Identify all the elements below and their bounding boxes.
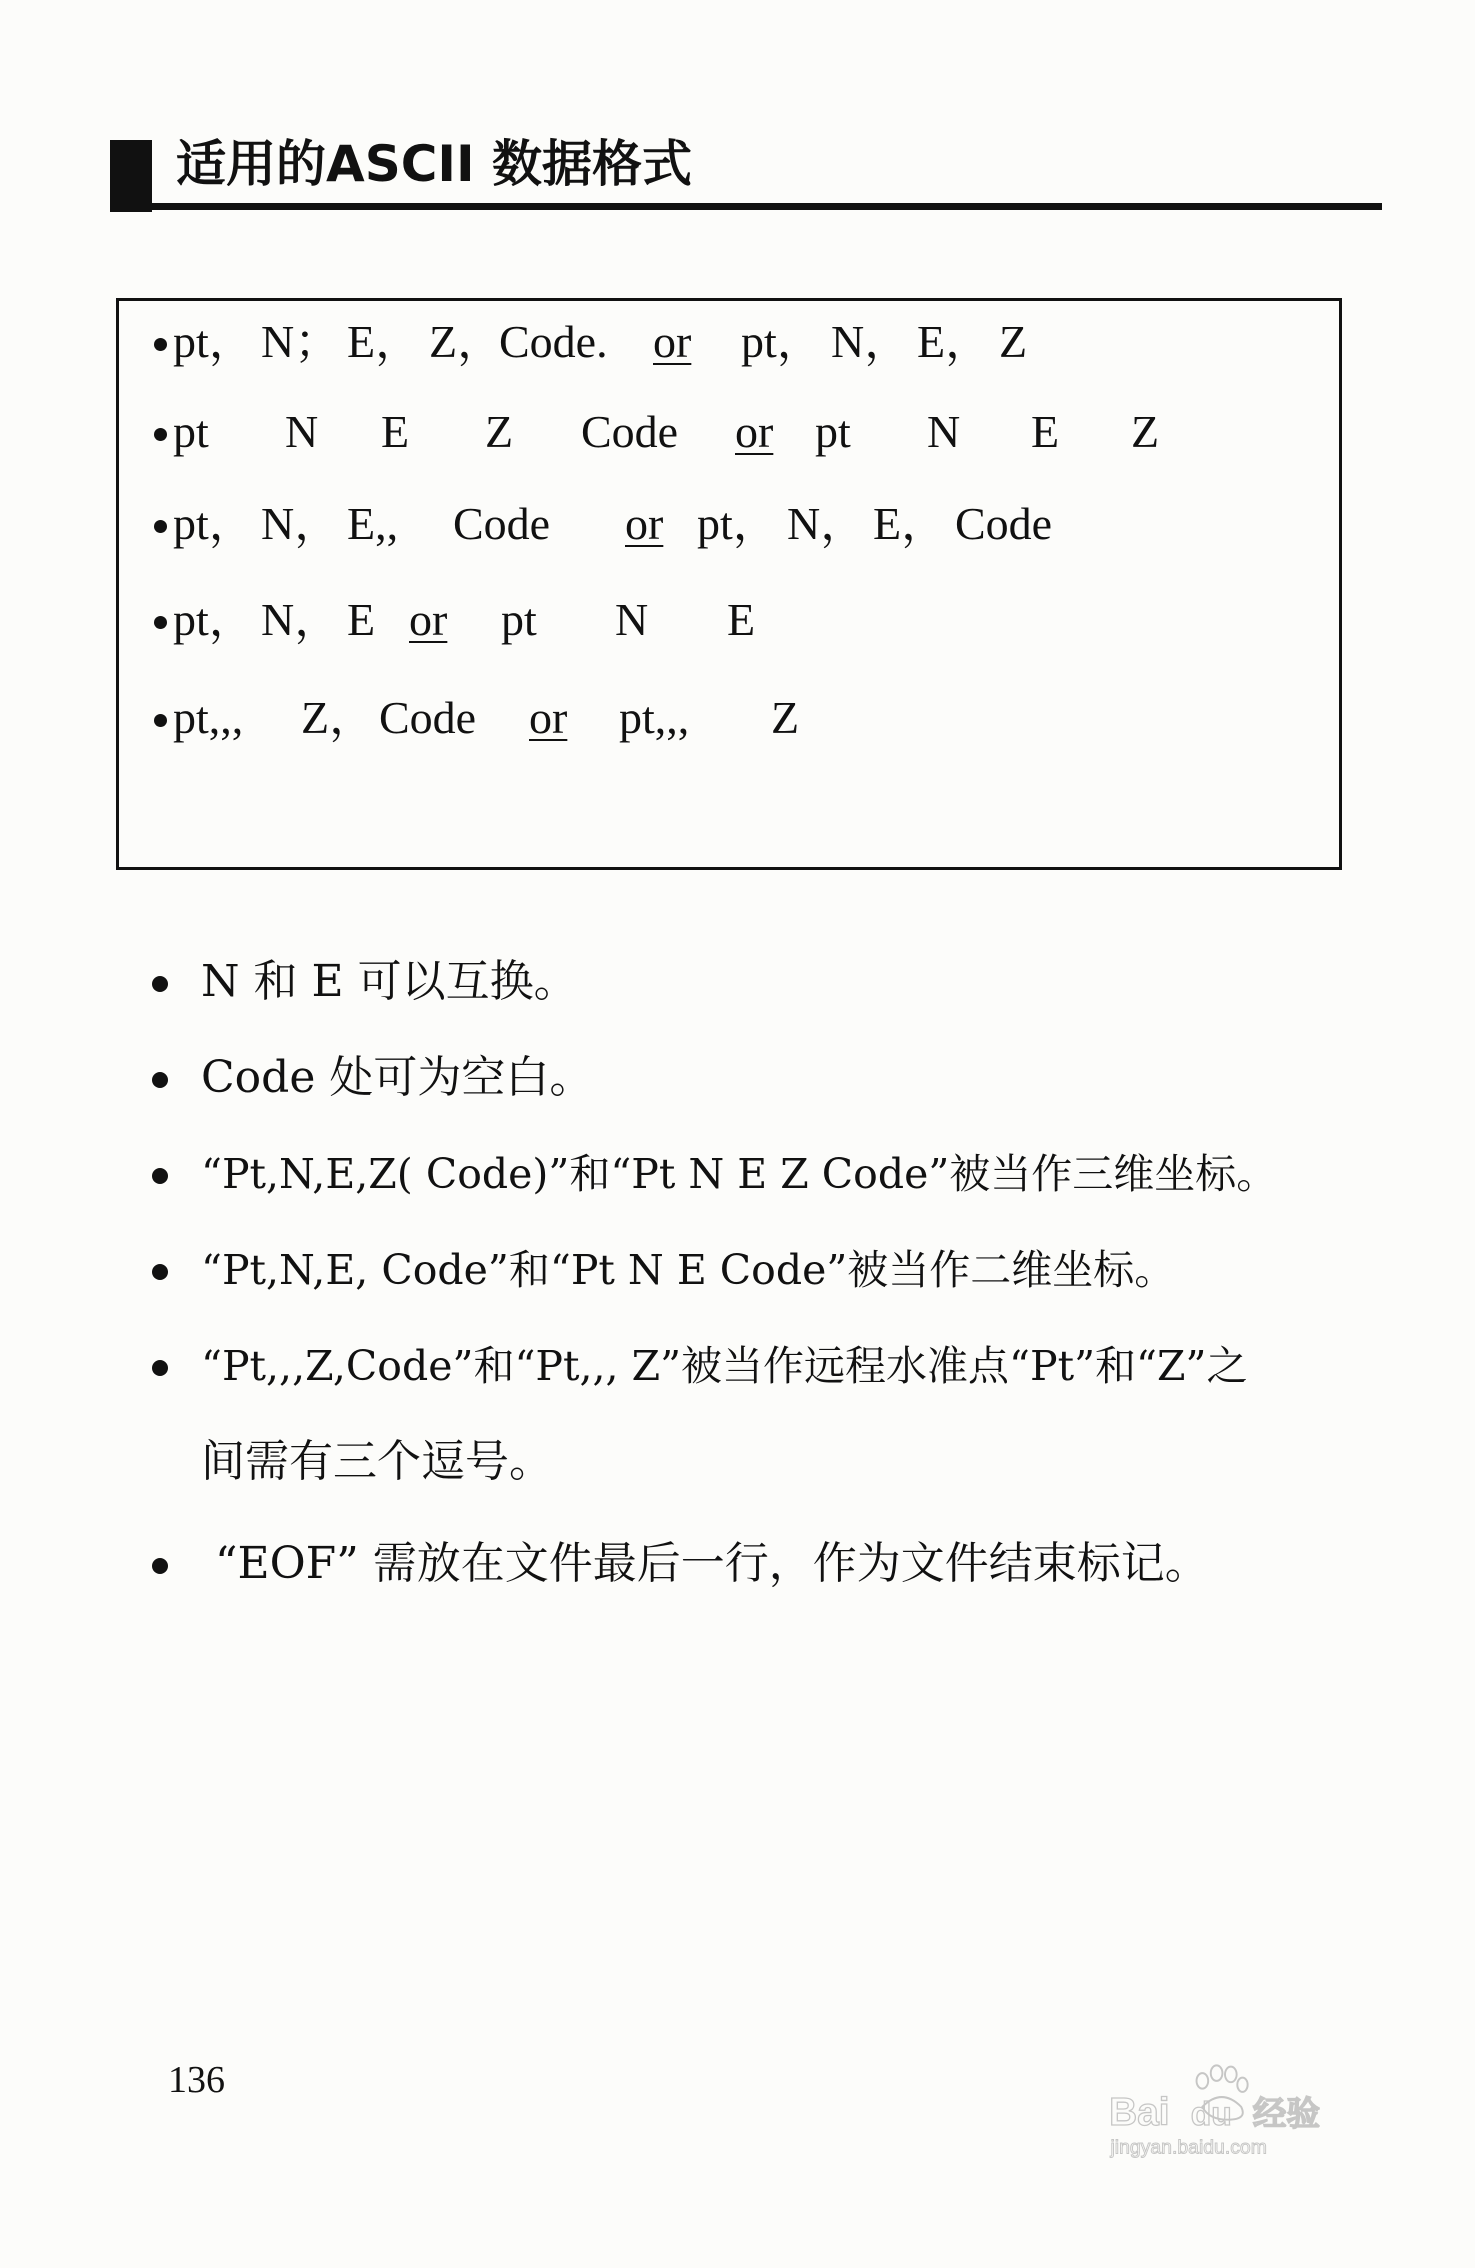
heading-marker	[110, 140, 152, 212]
note-text: Code 处可为空白。	[201, 1052, 594, 1103]
baidu-jingyan-watermark	[1040, 2055, 1410, 2225]
page-number: 136	[168, 2059, 225, 2101]
format-token: Z	[999, 316, 1028, 367]
format-token: pt，	[697, 498, 779, 549]
bullet-dot	[152, 976, 168, 992]
svg-text:jingyan.baidu.com: jingyan.baidu.com	[1110, 2136, 1267, 2159]
bullet-dot	[152, 1558, 168, 1574]
format-token: pt	[173, 406, 209, 457]
bullet-dot	[152, 1072, 168, 1088]
or-separator: or	[529, 692, 568, 743]
note-text: N 和 E 可以互换。	[201, 956, 578, 1007]
format-token: E	[1031, 406, 1060, 457]
format-token: pt，	[173, 498, 255, 549]
format-token: N	[615, 594, 649, 645]
section-heading: 适用的ASCII 数据格式	[176, 135, 693, 193]
bullet-dot	[152, 1168, 168, 1184]
format-row	[154, 688, 799, 748]
format-token: N，	[787, 498, 867, 549]
format-token: E，	[873, 498, 948, 549]
format-row	[154, 494, 1052, 554]
format-token: pt,,,	[619, 692, 690, 743]
svg-text:du: du	[1190, 2095, 1232, 2133]
format-row	[154, 590, 755, 650]
or-separator: or	[409, 594, 448, 645]
svg-text:Bai: Bai	[1109, 2090, 1170, 2134]
bullet-dot	[154, 428, 167, 441]
baidu-paw-logo	[1040, 2055, 1410, 2165]
format-token: E，	[347, 316, 422, 367]
note-text: 间需有三个逗号。	[201, 1436, 553, 1487]
bullet-dot	[154, 714, 167, 727]
format-row	[154, 402, 1159, 462]
format-token: N；	[261, 316, 341, 367]
format-token: E	[727, 594, 756, 645]
format-token: Z	[771, 692, 800, 743]
format-token: Z	[1131, 406, 1160, 457]
format-token: N，	[261, 498, 341, 549]
format-token: pt	[501, 594, 537, 645]
bullet-dot	[154, 338, 167, 351]
format-token: Code	[379, 692, 477, 743]
note-text: “Pt,,,Z,Code”和“Pt,,, Z”被当作远程水准点“Pt”和“Z”之	[201, 1342, 1248, 1390]
format-token: pt	[815, 406, 851, 457]
format-token: N	[285, 406, 319, 457]
format-token: Z，	[301, 692, 376, 743]
format-token: Code	[453, 498, 551, 549]
or-separator: or	[653, 316, 692, 367]
bullet-dot	[154, 616, 167, 629]
svg-text:经验: 经验	[1252, 2093, 1321, 2133]
format-token: E	[381, 406, 410, 457]
format-token: Z，	[429, 316, 504, 367]
format-token: pt,,,	[173, 692, 244, 743]
format-token: N，	[261, 594, 341, 645]
format-row	[154, 312, 1027, 372]
heading-rule	[110, 203, 1382, 210]
formats-box	[116, 298, 1342, 870]
format-token: pt，	[173, 316, 255, 367]
bullet-dot	[154, 520, 167, 533]
bullet-dot	[152, 1360, 168, 1376]
format-token: pt，	[173, 594, 255, 645]
note-text: “Pt,N,E, Code”和“Pt N E Code”被当作二维坐标。	[201, 1246, 1176, 1294]
format-token: pt，	[741, 316, 823, 367]
format-token: Code	[581, 406, 679, 457]
note-text: “Pt,N,E,Z( Code)”和“Pt N E Z Code”被当作三维坐标。	[201, 1150, 1278, 1198]
format-token: N，	[831, 316, 911, 367]
note-text: “EOF” 需放在文件最后一行，作为文件结束标记。	[215, 1538, 1209, 1589]
format-token: E，	[917, 316, 992, 367]
format-token: E	[347, 594, 376, 645]
format-token: N	[927, 406, 961, 457]
format-token: Code.	[499, 316, 608, 367]
or-separator: or	[625, 498, 664, 549]
format-token: E,,	[347, 498, 399, 549]
bullet-dot	[152, 1264, 168, 1280]
format-token: Z	[485, 406, 514, 457]
or-separator: or	[735, 406, 774, 457]
format-token: Code	[955, 498, 1053, 549]
